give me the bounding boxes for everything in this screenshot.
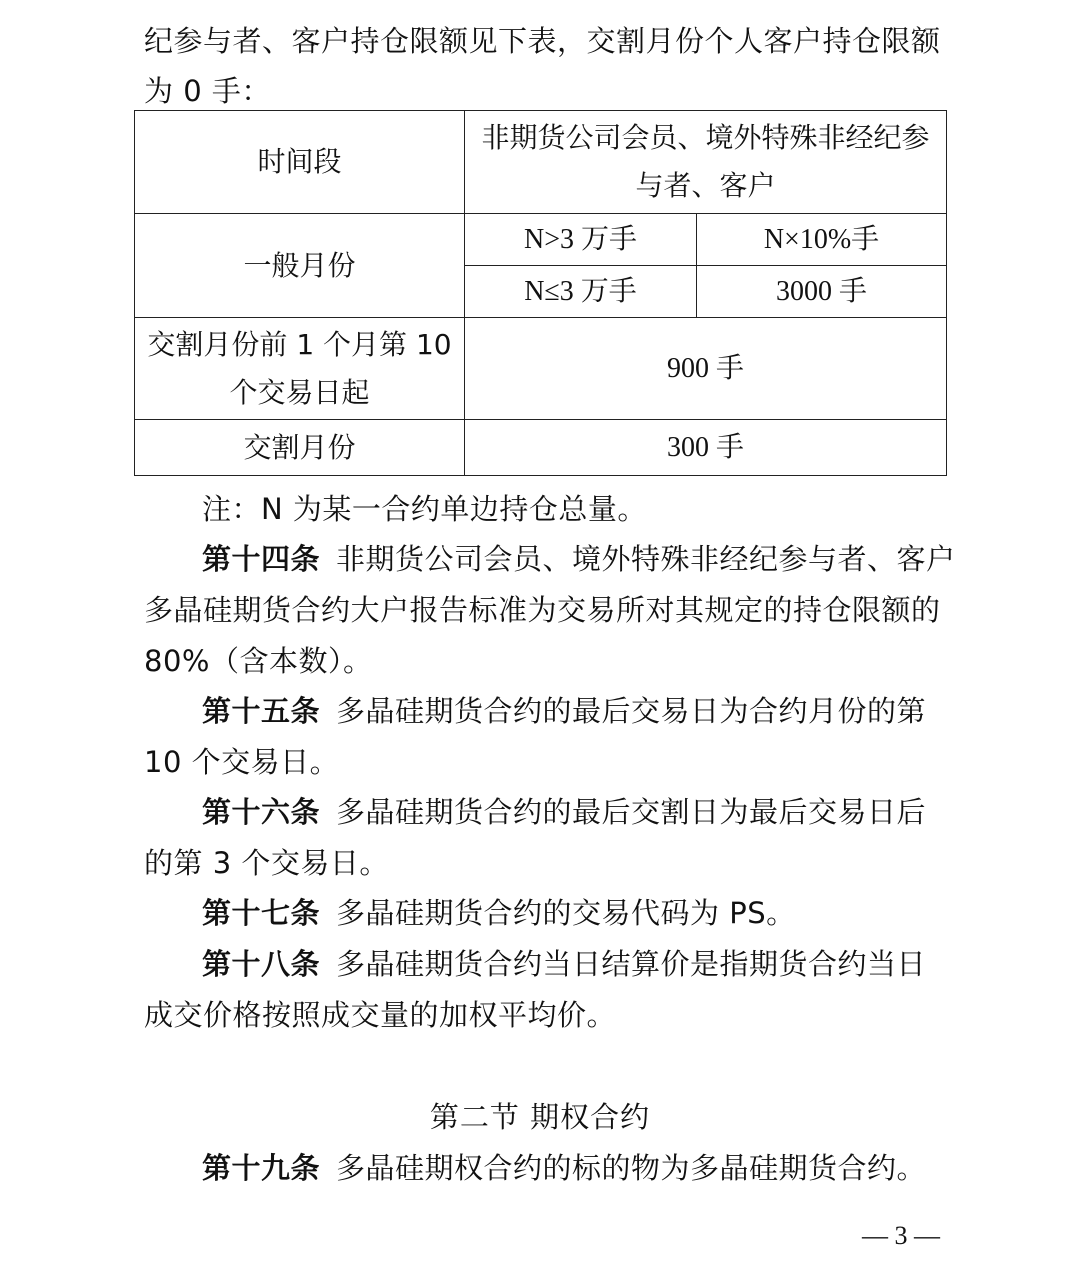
- article-14: [202, 534, 1002, 584]
- general-month-label: 一般月份: [135, 214, 465, 318]
- article-18-line-2: 成交价格按照成交量的加权平均价。: [144, 998, 617, 1032]
- general-limit-2: 3000 手: [697, 266, 947, 318]
- article-18-title: 第十八条: [202, 947, 321, 981]
- article-14-text: 非期货公司会员、境外特殊非经纪参与者、客户: [336, 542, 956, 576]
- header-members: 非期货公司会员、境外特殊非经纪参与者、客户: [465, 111, 947, 214]
- table-row: [135, 420, 947, 476]
- article-17-text: 多晶硅期货合约的交易代码为 PS。: [336, 896, 796, 930]
- article-16-line-2: 的第 3 个交易日。: [144, 846, 389, 880]
- article-17: [202, 888, 1002, 938]
- pre-delivery-limit: 900 手: [465, 318, 947, 420]
- article-14-title: 第十四条: [202, 542, 321, 576]
- article-15-line-2: 10 个交易日。: [144, 745, 340, 779]
- intro-line-2: 为 0 手：: [144, 74, 271, 108]
- article-19-title: 第十九条: [202, 1151, 321, 1185]
- header-period: 时间段: [135, 111, 465, 214]
- article-16: [202, 787, 1002, 837]
- pre-delivery-label: 交割月份前 1 个月第 10 个交易日起: [135, 318, 465, 420]
- article-18: [202, 939, 1002, 989]
- table-row: [135, 214, 947, 266]
- article-19: [202, 1143, 1002, 1193]
- delivery-month-label: 交割月份: [135, 420, 465, 476]
- article-19-text: 多晶硅期权合约的标的物为多晶硅期货合约。: [336, 1151, 927, 1185]
- table-header-row: [135, 111, 947, 214]
- article-14-line-2: 多晶硅期货合约大户报告标准为交易所对其规定的持仓限额的: [144, 593, 941, 627]
- table-row: [135, 318, 947, 420]
- article-14-line-3: 80%（含本数）。: [144, 644, 373, 678]
- article-15-title: 第十五条: [202, 694, 321, 728]
- section-title: 第二节 期权合约: [429, 1100, 651, 1134]
- article-16-title: 第十六条: [202, 795, 321, 829]
- article-15: [202, 686, 1002, 736]
- table-note: 注：N 为某一合约单边持仓总量。: [202, 492, 647, 526]
- article-16-text: 多晶硅期货合约的最后交割日为最后交易日后: [336, 795, 927, 829]
- intro-line-1: 纪参与者、客户持仓限额见下表，交割月份个人客户持仓限额: [144, 24, 941, 58]
- general-limit-1: N×10%手: [697, 214, 947, 266]
- page-number: — 3 —: [862, 1221, 940, 1250]
- position-limit-table: [134, 110, 947, 476]
- article-15-text: 多晶硅期货合约的最后交易日为合约月份的第: [336, 694, 927, 728]
- article-18-text: 多晶硅期货合约当日结算价是指期货合约当日: [336, 947, 927, 981]
- article-17-title: 第十七条: [202, 896, 321, 930]
- delivery-month-limit: 300 手: [465, 420, 947, 476]
- general-condition-1: N>3 万手: [465, 214, 697, 266]
- general-condition-2: N≤3 万手: [465, 266, 697, 318]
